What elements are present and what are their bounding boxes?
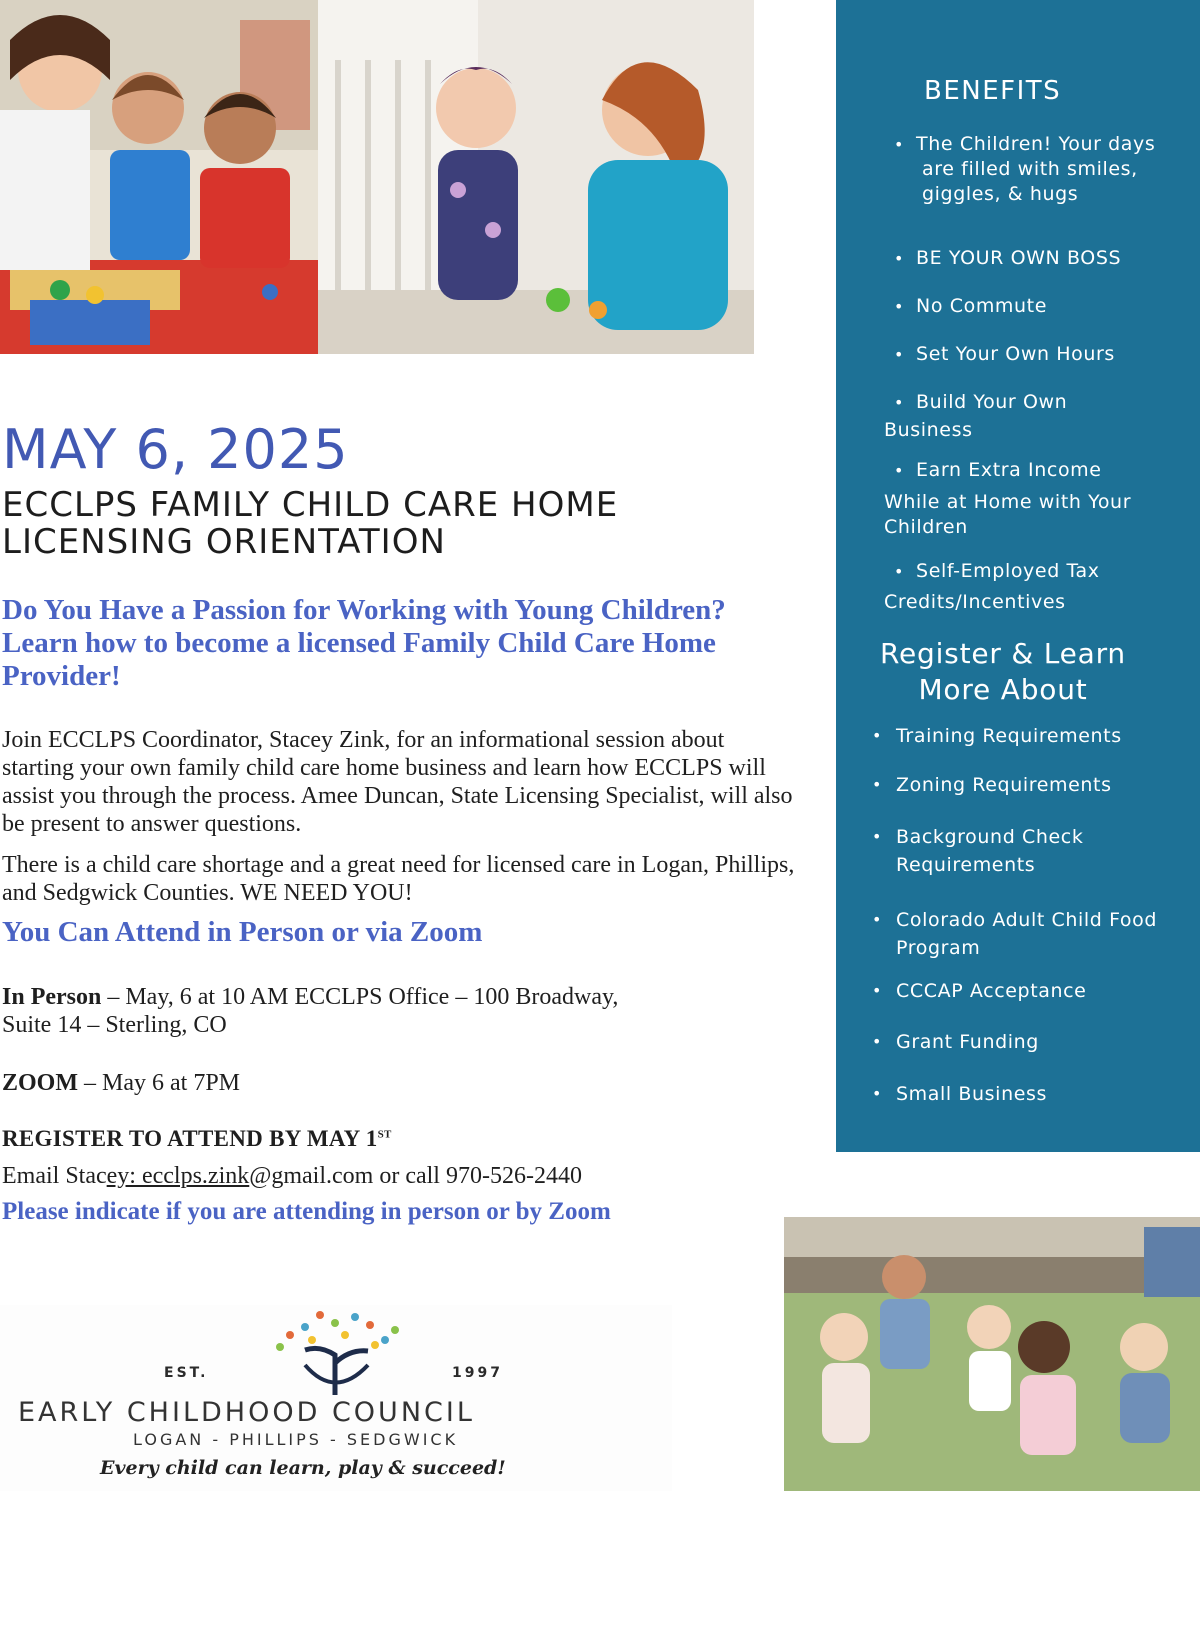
- lead-question: Do You Have a Passion for Working with Young Children? Learn how to become a licensed Family Child Care Home Provider!: [2, 594, 726, 692]
- logo-counties: LOGAN - PHILLIPS - SEDGWICK: [133, 1430, 459, 1449]
- benefit-item-continued: Credits/Incentives: [884, 591, 1066, 613]
- benefit-item: • BE YOUR OWN BOSS: [894, 247, 1122, 269]
- paragraph-join-session: Join ECCLPS Coordinator, Stacey Zink, for an informational session about starting your own family child care home business and learn how ECCLPS will assist you through the process. Amee Duncan, State Licensing Specialist, will also be present to answer questions.: [2, 727, 793, 837]
- in-person-detail: – May, 6 at 10 AM ECCLPS Office – 100 Broadway, Suite 14 – Sterling, CO: [2, 984, 619, 1038]
- logo-name: EARLY CHILDHOOD COUNCIL: [18, 1397, 475, 1428]
- learn-item: • Training Requirements: [872, 725, 1122, 747]
- event-title: [2, 487, 762, 561]
- learn-item: • Zoning Requirements: [872, 774, 1112, 796]
- register-about-heading: Register & Learn More About: [880, 637, 1126, 706]
- photo-teacher-painting-with-children: [0, 0, 318, 354]
- photo-children-outdoors: [784, 1217, 1200, 1491]
- logo-est: EST.: [164, 1365, 209, 1381]
- attend-heading: You Can Attend in Person or via Zoom: [2, 916, 483, 948]
- learn-item: • Colorado Adult Child Food Program: [872, 909, 1158, 959]
- in-person-details: [2, 983, 622, 1039]
- learn-item: • Background Check Requirements: [872, 826, 1084, 876]
- benefit-item: • The Children! Your days are filled with smiles, giggles, & hugs: [894, 133, 1156, 205]
- benefit-item-continued: Business: [884, 419, 973, 441]
- paragraph-shortage: There is a child care shortage and a great need for licensed care in Logan, Phillips, and Sedgwick Counties. WE NEED YOU!: [2, 852, 795, 906]
- logo-tagline: Every child can learn, play & succeed!: [100, 1457, 506, 1479]
- in-person-label: In Person: [2, 984, 102, 1010]
- benefit-item: • Earn Extra Income: [894, 459, 1102, 481]
- zoom-details: [2, 1069, 622, 1097]
- register-heading: [2, 1126, 392, 1152]
- zoom-detail: – May 6 at 7PM: [78, 1070, 240, 1096]
- event-title-line1: ECCLPS FAMILY CHILD CARE HOME: [2, 485, 619, 525]
- event-title-line2: LICENSING ORIENTATION: [2, 522, 446, 562]
- email-link[interactable]: ey: ecclps.zink: [106, 1163, 250, 1189]
- contact-line: [2, 1163, 582, 1190]
- event-date: MAY 6, 2025: [2, 418, 349, 481]
- email-suffix: @gmail.com or call 970-526-2440: [249, 1163, 582, 1189]
- photo-caregiver-with-baby: [318, 0, 754, 354]
- benefit-item: • Self-Employed Tax: [894, 560, 1100, 582]
- register-heading-text: REGISTER TO ATTEND BY MAY 1: [2, 1126, 378, 1151]
- benefit-item-continued: While at Home with Your Children: [884, 491, 1132, 538]
- learn-item: • Small Business: [872, 1083, 1047, 1105]
- benefits-heading: BENEFITS: [924, 76, 1062, 106]
- learn-item: • CCCAP Acceptance: [872, 980, 1087, 1002]
- register-heading-sup: ST: [377, 1128, 392, 1141]
- benefit-item: • No Commute: [894, 295, 1048, 317]
- benefits-sidebar: [836, 0, 1200, 1152]
- email-prefix: Email Stac: [2, 1163, 107, 1189]
- learn-item: • Grant Funding: [872, 1031, 1039, 1053]
- ecc-logo: [0, 1305, 672, 1491]
- benefit-item: • Set Your Own Hours: [894, 343, 1115, 365]
- tree-icon: [250, 1305, 420, 1395]
- logo-year: 1997: [452, 1365, 503, 1381]
- benefit-item: • Build Your Own: [894, 391, 1068, 413]
- attendance-note: Please indicate if you are attending in person or by Zoom: [2, 1198, 611, 1225]
- zoom-label: ZOOM: [2, 1070, 78, 1096]
